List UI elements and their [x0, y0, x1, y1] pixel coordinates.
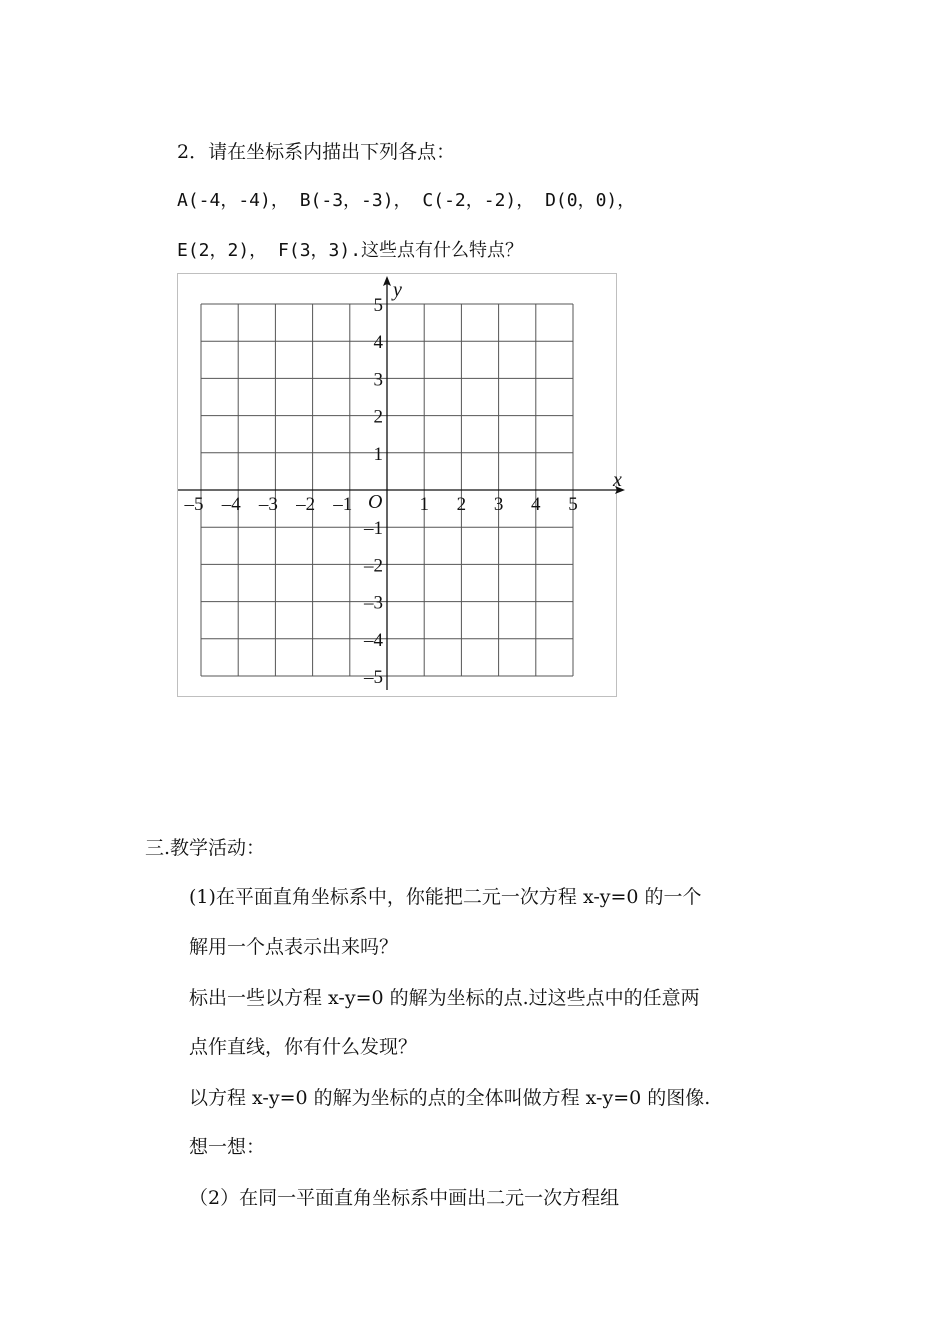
y-tick-label: –5 — [364, 667, 383, 688]
y-tick-label: 1 — [373, 443, 383, 465]
y-tick-label: 5 — [373, 295, 383, 316]
think-label: 想一想： — [189, 1136, 266, 1158]
x-tick-label: 5 — [568, 494, 578, 515]
x-tick-label: –4 — [221, 494, 241, 515]
x-tick-label: 3 — [493, 494, 504, 515]
y-tick-label: 2 — [373, 406, 383, 428]
x-tick-label: 2 — [456, 494, 467, 515]
x-tick-label: –5 — [184, 494, 204, 515]
coordinate-grid-svg — [178, 274, 622, 696]
x-axis-label: x — [613, 469, 622, 491]
x-tick-label: 4 — [531, 494, 541, 515]
x-tick-label: 1 — [419, 494, 429, 515]
y-tick-label: 3 — [373, 369, 383, 391]
points-list-line-1: A(-4，-4)， B(-3，-3)， C(-2，-2)， D(0，0)， — [177, 190, 636, 211]
coordinate-grid-figure — [177, 273, 622, 697]
y-tick-label: –3 — [364, 592, 383, 614]
y-tick-label: –4 — [364, 629, 383, 651]
points-list-line-2: E(2，2)， F(3，3).这些点有什么特点？ — [177, 240, 524, 261]
item-1-line-1: (1)在平面直角坐标系中，你能把二元一次方程 x-y=0 的一个 — [189, 886, 702, 908]
x-tick-label: –3 — [258, 494, 278, 515]
problem-2-heading: 2．请在坐标系内描出下列各点： — [177, 141, 456, 163]
item-2-line: （2）在同一平面直角坐标系中画出二元一次方程组 — [189, 1187, 620, 1209]
x-tick-label: –2 — [296, 494, 316, 515]
y-tick-label: –1 — [364, 518, 383, 540]
paragraph-3-line-1: 以方程 x-y=0 的解为坐标的点的全体叫做方程 x-y=0 的图像. — [189, 1087, 711, 1109]
paragraph-2-line-1: 标出一些以方程 x-y=0 的解为坐标的点.过这些点中的任意两 — [189, 987, 700, 1009]
y-tick-label: 4 — [373, 332, 383, 354]
y-axis-label: y — [393, 279, 402, 301]
x-tick-label: –1 — [333, 494, 353, 515]
origin-label: O — [368, 491, 383, 513]
item-1-line-2: 解用一个点表示出来吗？ — [189, 936, 399, 958]
section-3-heading: 三.教学活动： — [145, 837, 266, 859]
y-tick-label: –2 — [364, 555, 383, 577]
paragraph-2-line-2: 点作直线，你有什么发现？ — [189, 1036, 418, 1058]
